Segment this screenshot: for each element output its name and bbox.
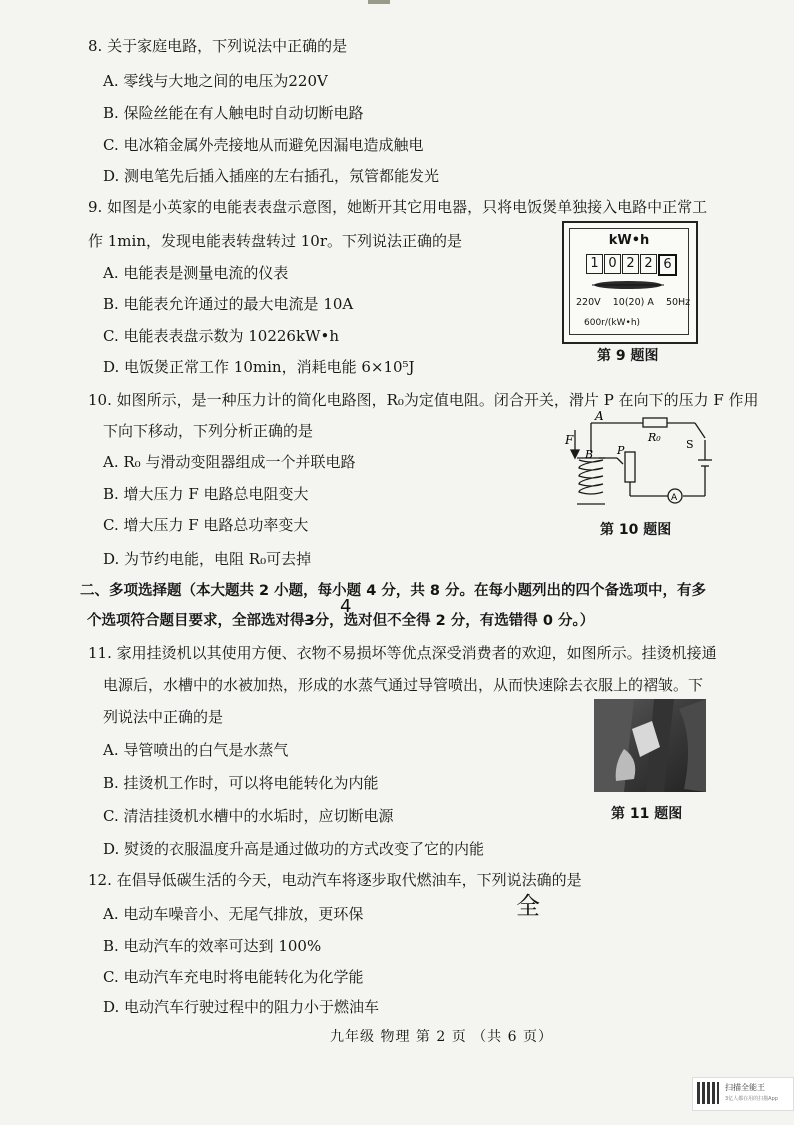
q12-option-c: C. 电动汽车充电时将电能转化为化学能 (103, 968, 364, 986)
q10-option-d: D. 为节约电能，电阻 R₀可去掉 (103, 550, 312, 568)
q9-stem-line2: 作 1min，发现电能表转盘转过 10r。下列说法正确的是 (88, 232, 463, 250)
q10-stem-line2: 下向下移动，下列分析正确的是 (103, 422, 314, 440)
q10-figure-caption: 第 10 题图 (600, 522, 672, 538)
pressure-circuit-diagram (555, 408, 725, 518)
q9-option-a: A. 电能表是测量电流的仪表 (103, 264, 289, 282)
circuit-label-a: A (595, 409, 604, 423)
q12-stem: 12. 在倡导低碳生活的今天，电动汽车将逐步取代燃油车，下列说法确的是 (88, 871, 582, 889)
meter-digit: 2 (640, 254, 657, 274)
q9-option-d: D. 电饭煲正常工作 10min，消耗电能 6×10⁵J (103, 358, 415, 376)
meter-unit: kW•h (608, 233, 650, 248)
circuit-label-f: F (565, 433, 574, 447)
meter-digit: 2 (622, 254, 639, 274)
q9-option-c: C. 电能表表盘示数为 10226kW•h (103, 327, 339, 345)
q12-option-d: D. 电动汽车行驶过程中的阻力小于燃油车 (103, 998, 380, 1016)
q10-stem-line1: 10. 如图所示，是一种压力计的简化电路图，R₀为定值电阻。闭合开关，滑片 P 在向下的压力 F 作用 (88, 391, 759, 409)
meter-specs (576, 297, 690, 308)
page-footer: 九年级 物理 第 2 页 （共 6 页） (330, 1029, 553, 1045)
section2-score-crossed: 3 (304, 613, 315, 629)
section2-desc-line2a: 个选项符合题目要求，全部选对得 (87, 613, 305, 629)
q8-option-c: C. 电冰箱金属外壳接地从而避免因漏电造成触电 (103, 136, 424, 154)
meter-digit-decimal: 6 (658, 254, 677, 276)
meter-frequency: 50Hz (665, 297, 691, 308)
q11-stem-line1: 11. 家用挂烫机以其使用方便、衣物不易损坏等优点深受消费者的欢迎，如图所示。挂烫机接通 (88, 644, 717, 662)
handwritten-mark: 全 (516, 892, 540, 920)
handwritten-score: 4 (340, 596, 352, 617)
q8-option-d: D. 测电笔先后插入插座的左右插孔，氖管都能发光 (103, 167, 440, 185)
scanner-watermark (692, 1077, 794, 1111)
section2-desc-line2b: 分，选对但不全得 2 分，有选错得 0 分。） (314, 613, 595, 629)
meter-current: 10(20) A (612, 297, 654, 308)
q11-option-c: C. 清洁挂烫机水槽中的水垢时，应切断电源 (103, 807, 394, 825)
circuit-label-p: P (617, 444, 625, 457)
garment-steamer-photo (594, 699, 706, 792)
section2-header (80, 581, 706, 601)
q11-stem-line2: 电源后，水槽中的水被加热，形成的水蒸气通过导管喷出，从而快速除去衣服上的褶皱。下 (103, 676, 704, 694)
q11-option-d: D. 熨烫的衣服温度升高是通过做功的方式改变了它的内能 (103, 840, 485, 858)
electric-meter-figure (562, 221, 698, 344)
section2-desc-line1: （本大题共 2 小题，每小题 4 分，共 8 分。在每小题列出的四个备选项中，有多 (181, 583, 707, 599)
meter-revolutions: 600r/(kW•h) (584, 318, 641, 328)
circuit-label-r0: R₀ (648, 431, 661, 444)
scanner-app-tagline: 3亿人都在用的扫描App (725, 1096, 778, 1102)
q11-option-a: A. 导管喷出的白气是水蒸气 (103, 741, 289, 759)
circuit-label-s: S (686, 438, 694, 451)
meter-voltage: 220V (576, 297, 601, 308)
section2-title: 二、多项选择题 (80, 583, 182, 599)
scanner-app-name: 扫描全能王 (725, 1083, 765, 1092)
circuit-label-b: B (585, 448, 594, 461)
meter-digits (586, 254, 678, 276)
q11-figure-caption: 第 11 题图 (611, 806, 683, 822)
meter-disk-icon (592, 280, 664, 290)
ammeter-icon: A (671, 493, 678, 503)
binding-mark (368, 0, 390, 4)
meter-digit: 0 (604, 254, 621, 274)
q8-option-b: B. 保险丝能在有人触电时自动切断电路 (103, 104, 364, 122)
q12-option-a: A. 电动车噪音小、无尾气排放，更环保 (103, 905, 364, 923)
q11-option-b: B. 挂烫机工作时，可以将电能转化为内能 (103, 774, 379, 792)
q9-stem-line1: 9. 如图是小英家的电能表表盘示意图，她断开其它用电器，只将电饭煲单独接入电路中正常工 (88, 198, 708, 216)
q10-option-c: C. 增大压力 F 电路总功率变大 (103, 516, 309, 534)
meter-panel (569, 228, 689, 335)
meter-digit: 1 (586, 254, 603, 274)
q11-stem-line3: 列说法中正确的是 (103, 708, 224, 726)
q8-option-a: A. 零线与大地之间的电压为220V (103, 72, 328, 90)
q10-option-b: B. 增大压力 F 电路总电阻变大 (103, 485, 309, 503)
q9-figure-caption: 第 9 题图 (597, 348, 659, 364)
q9-option-b: B. 电能表允许通过的最大电流是 10A (103, 295, 354, 313)
qr-code-icon (697, 1082, 719, 1104)
q12-option-b: B. 电动汽车的效率可达到 100% (103, 937, 322, 955)
q10-option-a: A. R₀ 与滑动变阻器组成一个并联电路 (103, 453, 356, 471)
q8-stem: 8. 关于家庭电路，下列说法中正确的是 (88, 37, 348, 55)
